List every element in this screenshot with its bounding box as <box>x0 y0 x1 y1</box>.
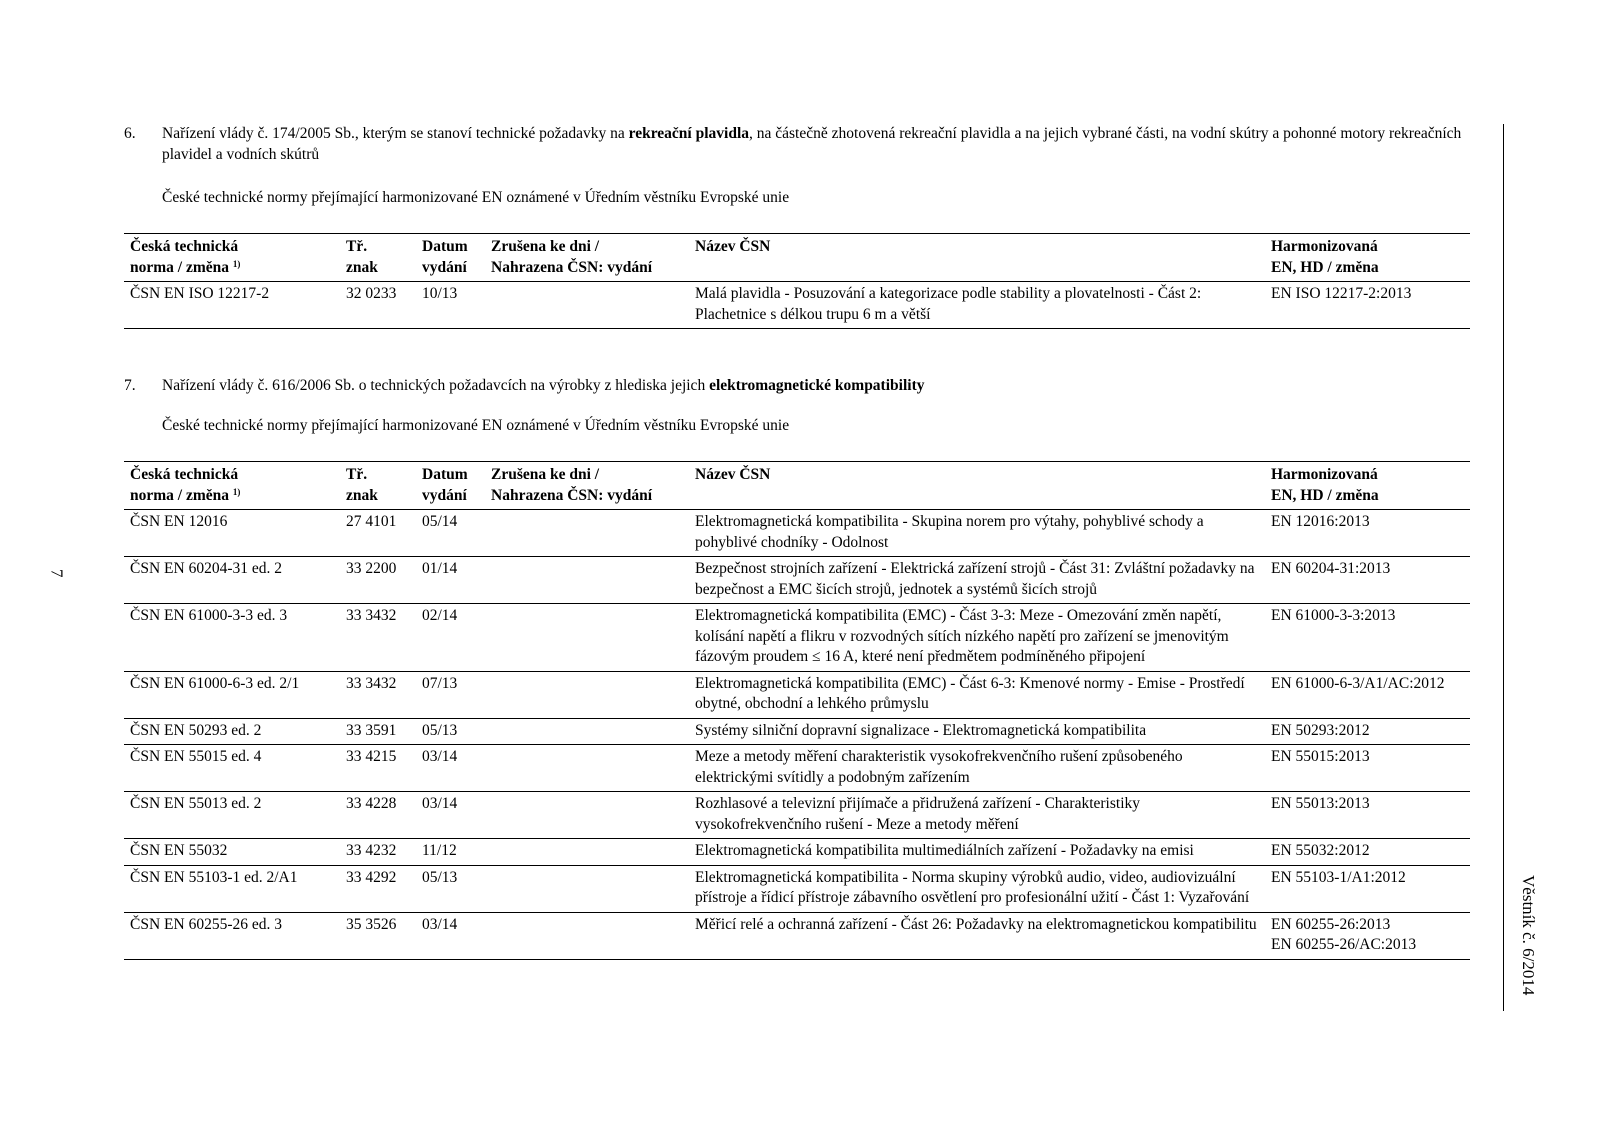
cell-norm: ČSN EN ISO 12217-2 <box>130 285 270 302</box>
page-number: 7 <box>47 569 67 578</box>
cell-class: 27 4101 <box>346 513 397 530</box>
cell-date: 10/13 <box>422 285 458 302</box>
margin-rule <box>1503 124 1504 1011</box>
cell-harmonized: EN 55032:2012 <box>1265 839 1470 866</box>
cell-name: Bezpečnost strojních zařízení - Elektrická zařízení strojů - Část 31: Zvláštní požadavky na bezpečnost a EMC šicích strojů, jednotek a systémů šicích strojů <box>689 557 1265 604</box>
header-class: Tř. znak <box>340 462 416 510</box>
cell-date: 07/13 <box>416 671 485 718</box>
cell-harmonized: EN 61000-6-3/A1/AC:2012 <box>1265 671 1470 718</box>
cell-date: 02/14 <box>416 604 485 672</box>
cell-name: Elektromagnetická kompatibilita - Skupina norem pro výtahy, pohyblivé schody a pohyblivé chodníky - Odolnost <box>695 513 1204 551</box>
cell-date: 05/13 <box>416 718 485 745</box>
cell-norm: ČSN EN 60255-26 ed. 3 <box>124 912 340 959</box>
table-header-row <box>124 234 1470 282</box>
cell-cancelled <box>485 912 689 959</box>
cell-cancelled <box>485 282 689 329</box>
cell-name: Malá plavidla - Posuzování a kategorizace podle stability a plovatelnosti - Část 2: Plachetnice s délkou trupu 6 m a větší <box>695 285 1202 323</box>
table-row <box>124 865 1470 912</box>
cell-norm: ČSN EN 61000-6-3 ed. 2/1 <box>124 671 340 718</box>
cell-norm: ČSN EN 60204-31 ed. 2 <box>124 557 340 604</box>
section-title: Nařízení vlády č. 616/2006 Sb. o technických požadavcích na výrobky z hlediska jejich elektromagnetické kompatibility <box>162 377 925 394</box>
cell-harmonized: EN 55013:2013 <box>1265 792 1470 839</box>
cell-date: 01/14 <box>416 557 485 604</box>
norms-table-section-7 <box>124 461 1470 960</box>
table-row <box>124 671 1470 718</box>
table-row <box>124 912 1470 959</box>
header-date: Datum vydání <box>416 234 485 282</box>
section-subtitle: České technické normy přejímající harmonizované EN oznámené v Úředním věstníku Evropské unie <box>162 189 790 206</box>
cell-cancelled <box>485 718 689 745</box>
cell-class: 33 3432 <box>340 604 416 672</box>
cell-harmonized: EN ISO 12217-2:2013 <box>1271 285 1412 302</box>
cell-cancelled <box>485 604 689 672</box>
cell-harmonized: EN 55015:2013 <box>1265 745 1470 792</box>
section-6-heading <box>124 124 1484 165</box>
section-number: 7. <box>124 377 136 394</box>
section-title: Nařízení vlády č. 174/2005 Sb., kterým se stanoví technické požadavky na rekreační plavidla, na částečně zhotovená rekreační plavidla a na jejich vybrané části, na vodní skútry a pohonné motory rekreačních plavidel a vodních skútrů <box>162 125 1462 163</box>
cell-norm: ČSN EN 61000-3-3 ed. 3 <box>124 604 340 672</box>
header-harmonized: Harmonizovaná EN, HD / změna <box>1265 462 1470 510</box>
journal-label: Věstník č. 6/2014 <box>1519 875 1538 996</box>
header-name: Název ČSN <box>689 462 1265 510</box>
table-row <box>124 557 1470 604</box>
cell-date: 11/12 <box>416 839 485 866</box>
cell-class: 33 3432 <box>340 671 416 718</box>
header-cancelled: Zrušena ke dni / Nahrazena ČSN: vydání <box>485 462 689 510</box>
cell-cancelled <box>485 839 689 866</box>
cell-harmonized: EN 12016:2013 <box>1271 513 1370 530</box>
table-row <box>124 604 1470 672</box>
table-row <box>124 282 1470 329</box>
table-header-row <box>124 462 1470 510</box>
cell-name: Elektromagnetická kompatibilita (EMC) - Část 3-3: Meze - Omezování změn napětí, kolísání napětí a flikru v rozvodných sítích nízkého napětí pro zařízení se jmenovitým fázovým proudem ≤ 16 A, které není předmětem podmíněného připojení <box>689 604 1265 672</box>
cell-name: Elektromagnetická kompatibilita multimediálních zařízení - Požadavky na emisi <box>689 839 1265 866</box>
cell-date: 03/14 <box>416 745 485 792</box>
header-class: Tř. znak <box>340 234 416 282</box>
header-date: Datum vydání <box>416 462 485 510</box>
header-norm: Česká technická norma / změna $^{1)}$ <box>124 234 340 282</box>
table-row <box>124 745 1470 792</box>
header-harmonized: Harmonizovaná EN, HD / změna <box>1265 234 1470 282</box>
cell-name: Systémy silniční dopravní signalizace - Elektromagnetická kompatibilita <box>689 718 1265 745</box>
cell-cancelled <box>485 557 689 604</box>
header-norm: Česká technická norma / změna $^{1)}$ <box>124 462 340 510</box>
cell-class: 33 2200 <box>340 557 416 604</box>
cell-class: 33 4232 <box>340 839 416 866</box>
cell-cancelled <box>485 865 689 912</box>
cell-norm: ČSN EN 55103-1 ed. 2/A1 <box>124 865 340 912</box>
cell-norm: ČSN EN 55015 ed. 4 <box>124 745 340 792</box>
cell-norm: ČSN EN 50293 ed. 2 <box>124 718 340 745</box>
cell-name: Elektromagnetická kompatibilita - Norma skupiny výrobků audio, video, audiovizuální přístroje a řídicí přístroje zábavního osvětlení pro profesionální užití - Část 1: Vyzařování <box>689 865 1265 912</box>
cell-harmonized: EN 60255-26:2013 EN 60255-26/AC:2013 <box>1265 912 1470 959</box>
cell-norm: ČSN EN 12016 <box>130 513 228 530</box>
table-row <box>124 839 1470 866</box>
section-7-heading <box>124 376 1484 397</box>
table-row <box>124 510 1470 557</box>
cell-name: Elektromagnetická kompatibilita (EMC) - Část 6-3: Kmenové normy - Emise - Prostředí obytné, obchodní a lehkého průmyslu <box>689 671 1265 718</box>
cell-name: Měřicí relé a ochranná zařízení - Část 26: Požadavky na elektromagnetickou kompatibilitu <box>689 912 1265 959</box>
header-cancelled: Zrušena ke dni / Nahrazena ČSN: vydání <box>485 234 689 282</box>
cell-name: Rozhlasové a televizní přijímače a přidružená zařízení - Charakteristiky vysokofrekvenčního rušení - Meze a metody měření <box>689 792 1265 839</box>
cell-class: 33 4215 <box>340 745 416 792</box>
cell-date: 05/14 <box>422 513 458 530</box>
cell-norm: ČSN EN 55013 ed. 2 <box>124 792 340 839</box>
cell-class: 33 4292 <box>340 865 416 912</box>
cell-name: Meze a metody měření charakteristik vysokofrekvenčního rušení způsobeného elektrickými svítidly a podobným zařízením <box>689 745 1265 792</box>
header-name: Název ČSN <box>689 234 1265 282</box>
section-subtitle: České technické normy přejímající harmonizované EN oznámené v Úředním věstníku Evropské unie <box>162 417 790 434</box>
section-number: 6. <box>124 125 136 142</box>
cell-cancelled <box>485 792 689 839</box>
cell-date: 03/14 <box>416 792 485 839</box>
cell-harmonized: EN 50293:2012 <box>1265 718 1470 745</box>
cell-date: 03/14 <box>416 912 485 959</box>
norms-table-section-6 <box>124 233 1470 329</box>
cell-date: 05/13 <box>416 865 485 912</box>
cell-norm: ČSN EN 55032 <box>124 839 340 866</box>
cell-class: 33 4228 <box>340 792 416 839</box>
table-row <box>124 792 1470 839</box>
cell-class: 32 0233 <box>346 285 397 302</box>
cell-cancelled <box>485 510 689 557</box>
cell-class: 33 3591 <box>340 718 416 745</box>
cell-class: 35 3526 <box>340 912 416 959</box>
cell-cancelled <box>485 745 689 792</box>
cell-cancelled <box>485 671 689 718</box>
cell-harmonized: EN 55103-1/A1:2012 <box>1265 865 1470 912</box>
cell-harmonized: EN 60204-31:2013 <box>1265 557 1470 604</box>
table-row <box>124 718 1470 745</box>
cell-harmonized: EN 61000-3-3:2013 <box>1265 604 1470 672</box>
